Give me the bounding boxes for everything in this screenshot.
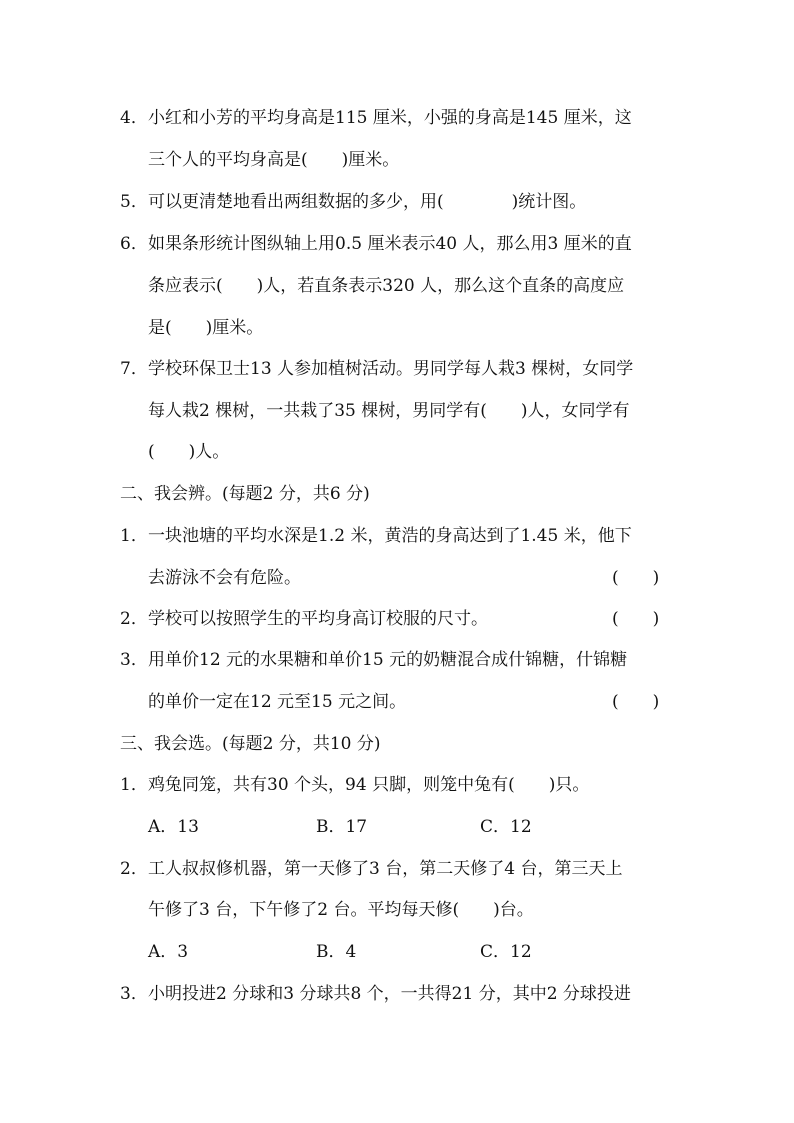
- judge-2-number: 2．: [120, 609, 148, 629]
- question-5-number: 5．: [120, 192, 148, 212]
- choice-3-line-1: 小明投进2 分球和3 分球共8 个，一共得21 分，其中2 分球投进: [148, 984, 631, 1004]
- judge-2-answer-blank[interactable]: ( ): [612, 609, 660, 629]
- question-4-line-1: 小红和小芳的平均身高是115 厘米，小强的身高是145 厘米，这: [148, 108, 632, 128]
- judge-1-line-1: 一块池塘的平均水深是1.2 米，黄浩的身高达到了1.45 米，他下: [148, 526, 632, 546]
- judge-1-number: 1．: [120, 526, 148, 546]
- question-7-line-1: 学校环保卫士13 人参加植树活动。男同学每人栽3 棵树，女同学: [148, 359, 634, 379]
- choice-2-option-b[interactable]: B．4: [316, 942, 357, 962]
- judge-3-answer-blank[interactable]: ( ): [612, 692, 660, 712]
- section-2-heading: 二、我会辨。(每题2 分，共6 分): [120, 484, 370, 504]
- choice-2-number: 2．: [120, 859, 148, 879]
- judge-1-line-2: 去游泳不会有危险。: [148, 568, 301, 588]
- question-6-line-1: 如果条形统计图纵轴上用0.5 厘米表示40 人，那么用3 厘米的直: [148, 234, 632, 254]
- choice-2-option-c[interactable]: C．12: [480, 942, 532, 962]
- choice-2-line-2: 午修了3 台，下午修了2 台。平均每天修( )台。: [148, 900, 534, 920]
- question-4-number: 4．: [120, 108, 148, 128]
- judge-3-line-2: 的单价一定在12 元至15 元之间。: [148, 692, 407, 712]
- question-7-number: 7．: [120, 359, 148, 379]
- question-7-line-2: 每人栽2 棵树，一共栽了35 棵树，男同学有( )人，女同学有: [148, 401, 630, 421]
- question-6-line-2: 条应表示( )人，若直条表示320 人，那么这个直条的高度应: [148, 276, 625, 296]
- judge-3-line-1: 用单价12 元的水果糖和单价15 元的奶糖混合成什锦糖，什锦糖: [148, 650, 628, 670]
- section-3-heading: 三、我会选。(每题2 分，共10 分): [120, 734, 381, 754]
- choice-3-number: 3．: [120, 984, 148, 1004]
- choice-1-option-b[interactable]: B．17: [316, 817, 368, 837]
- question-4-line-2: 三个人的平均身高是( )厘米。: [148, 150, 400, 170]
- question-5-line-1: 可以更清楚地看出两组数据的多少，用( )统计图。: [148, 192, 587, 212]
- choice-1-option-a[interactable]: A．13: [148, 817, 199, 837]
- question-7-line-3: ( )人。: [148, 442, 230, 462]
- question-6-line-3: 是( )厘米。: [148, 318, 264, 338]
- judge-1-answer-blank[interactable]: ( ): [612, 568, 660, 588]
- choice-1-number: 1．: [120, 775, 148, 795]
- judge-3-number: 3．: [120, 650, 148, 670]
- choice-1-line-1: 鸡兔同笼，共有30 个头，94 只脚，则笼中兔有( )只。: [148, 775, 590, 795]
- choice-2-option-a[interactable]: A．3: [148, 942, 189, 962]
- judge-2-line-1: 学校可以按照学生的平均身高订校服的尺寸。: [148, 609, 488, 629]
- question-6-number: 6．: [120, 234, 148, 254]
- choice-2-line-1: 工人叔叔修机器，第一天修了3 台，第二天修了4 台，第三天上: [148, 859, 623, 879]
- choice-1-option-c[interactable]: C．12: [480, 817, 532, 837]
